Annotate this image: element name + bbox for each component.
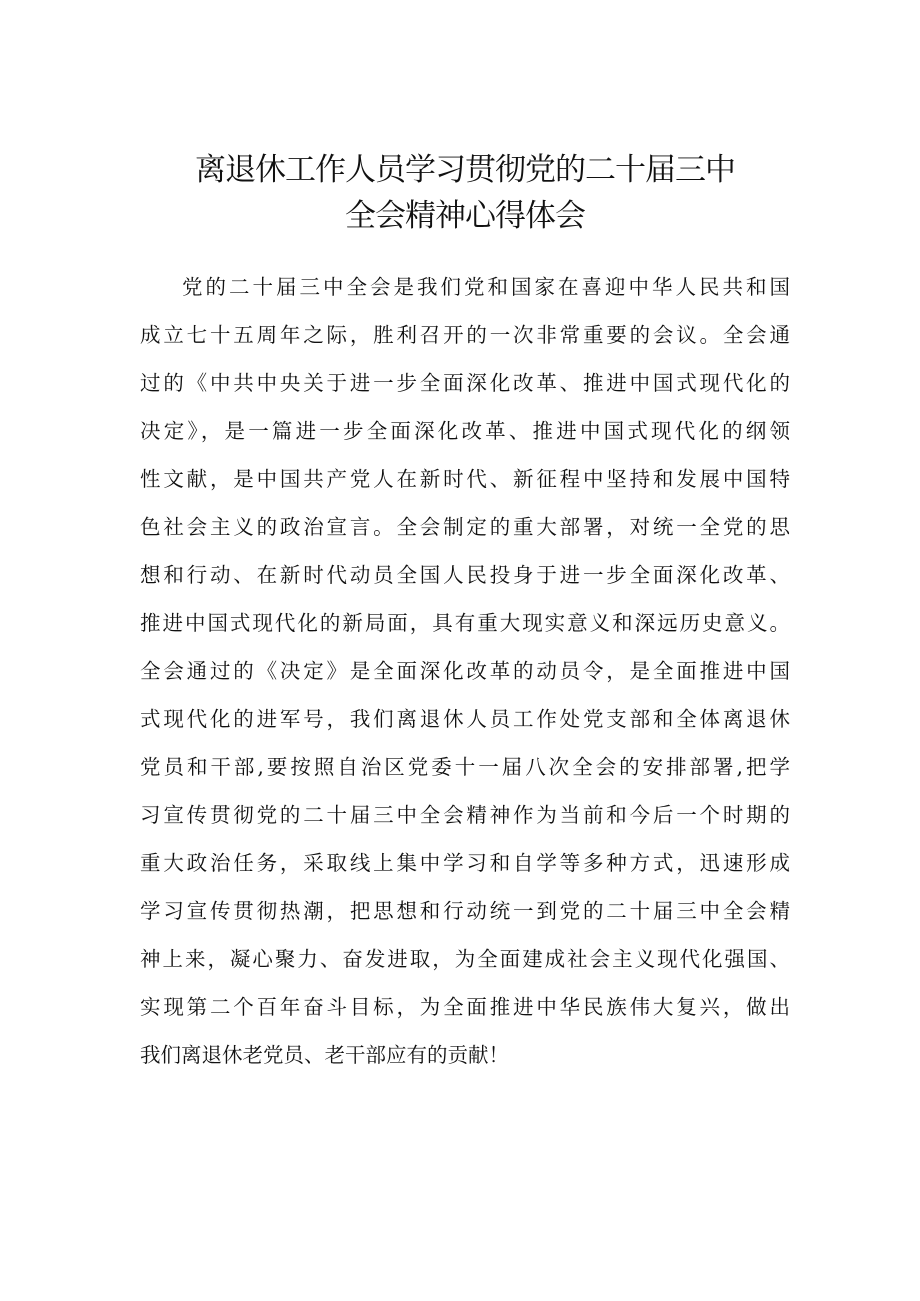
body-line: 决定》，是一篇进一步全面深化改革、推进中国式现代化的纲领 bbox=[140, 419, 790, 443]
title-line-1: 离退休工作人员学习贯彻党的二十届三中 bbox=[195, 152, 735, 188]
body-line: 实现第二个百年奋斗目标，为全面推进中华民族伟大复兴，做出 bbox=[140, 995, 790, 1019]
title-line-2: 全会精神心得体会 bbox=[345, 198, 585, 234]
body-line: 我们离退休老党员、老干部应有的贡献！ bbox=[140, 1043, 509, 1067]
document-title bbox=[140, 147, 790, 239]
body-line: 全会通过的《决定》是全面深化改革的动员令，是全面推进中国 bbox=[140, 659, 790, 683]
body-line: 过的《中共中央关于进一步全面深化改革、推进中国式现代化的 bbox=[140, 371, 790, 395]
body-line: 重大政治任务，采取线上集中学习和自学等多种方式，迅速形成 bbox=[140, 851, 790, 875]
body-paragraph bbox=[140, 263, 790, 1079]
body-line: 党的二十届三中全会是我们党和国家在喜迎中华人民共和国 bbox=[182, 275, 790, 299]
body-line: 性文献，是中国共产党人在新时代、新征程中坚持和发展中国特 bbox=[140, 467, 790, 491]
body-line: 习宣传贯彻党的二十届三中全会精神作为当前和今后一个时期的 bbox=[140, 803, 790, 827]
body-line: 成立七十五周年之际，胜利召开的一次非常重要的会议。全会通 bbox=[140, 323, 790, 347]
body-line: 推进中国式现代化的新局面，具有重大现实意义和深远历史意义。 bbox=[140, 611, 790, 635]
body-line: 党员和干部,要按照自治区党委十一届八次全会的安排部署,把学 bbox=[140, 755, 790, 779]
body-line: 神上来，凝心聚力、奋发进取，为全面建成社会主义现代化强国、 bbox=[140, 947, 790, 971]
body-line: 想和行动、在新时代动员全国人民投身于进一步全面深化改革、 bbox=[140, 563, 790, 587]
body-line: 学习宣传贯彻热潮，把思想和行动统一到党的二十届三中全会精 bbox=[140, 899, 790, 923]
body-line: 式现代化的进军号，我们离退休人员工作处党支部和全体离退休 bbox=[140, 707, 790, 731]
body-line: 色社会主义的政治宣言。全会制定的重大部署，对统一全党的思 bbox=[140, 515, 790, 539]
